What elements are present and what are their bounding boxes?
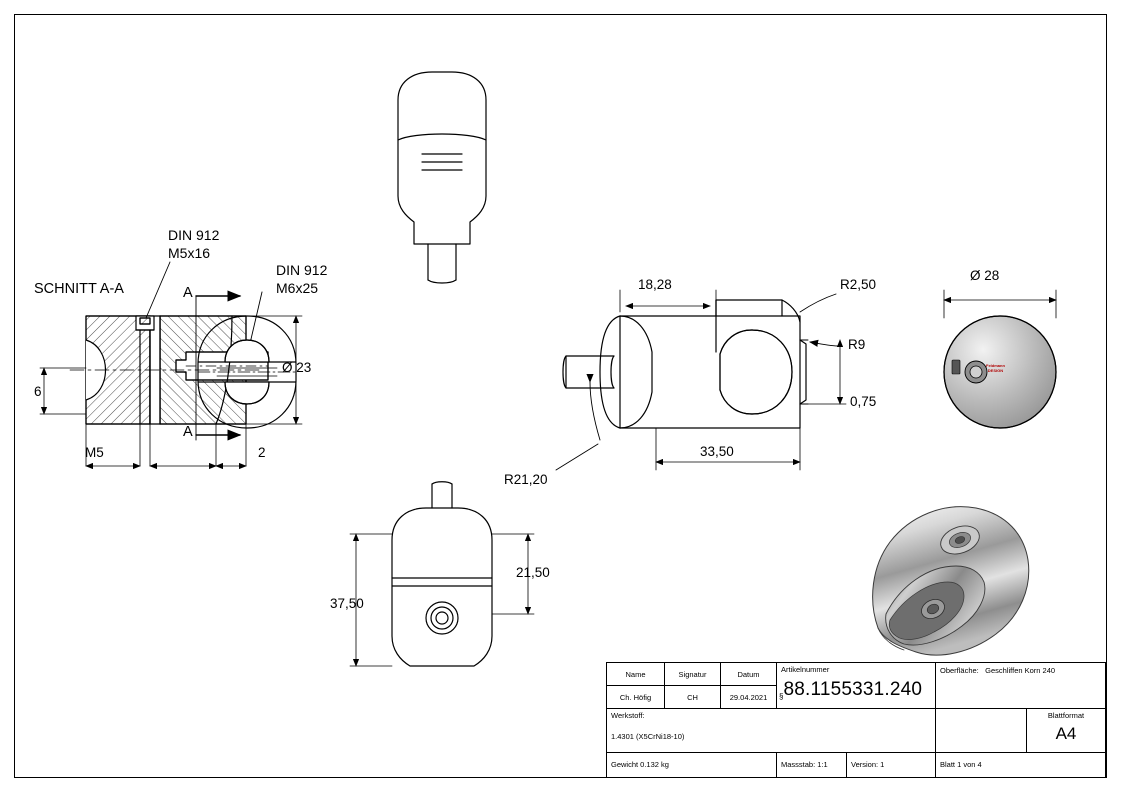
note-din912-m6-line2: M6x25 (276, 280, 319, 296)
note-din912-m6-line1: DIN 912 (276, 262, 328, 278)
tb-werkstoff-label: Werkstoff: (611, 711, 645, 720)
tb-blattformat-label: Blattformat (1047, 711, 1085, 720)
tb-version: Version: 1 (847, 753, 936, 777)
view-side (563, 300, 808, 428)
note-din912-m5-line2: M5x16 (168, 245, 211, 261)
dim-diameter-28: Ø 28 (970, 268, 1000, 283)
view-end-circle (944, 290, 1056, 428)
logo-line1: Feldmann (986, 363, 1005, 368)
dim-0-75: 0,75 (850, 394, 877, 409)
tb-header-name: Name (607, 663, 665, 686)
tb-blattformat-value: A4 (1055, 724, 1077, 743)
dim-r2-50: R2,50 (840, 277, 877, 292)
dim-33-50: 33,50 (700, 444, 734, 459)
dim-two: 2 (258, 445, 266, 460)
tb-value-signatur: CH (665, 686, 721, 709)
tb-werkstoff-value: 1.4301 (X5CrNi18-10) (611, 732, 685, 741)
dim-21-50: 21,50 (516, 565, 550, 580)
tb-header-artikelnummer: Artikelnummer (781, 665, 830, 674)
dim-six: 6 (34, 384, 42, 399)
isometric-render (873, 507, 1029, 655)
dim-m5: M5 (85, 445, 104, 460)
tb-blattformat-label-cell (936, 709, 1026, 753)
tb-werkstoff-block (607, 709, 936, 753)
tb-value-datum: 29.04.2021 (721, 686, 777, 709)
tb-gewicht: Gewicht 0.132 kg (607, 753, 777, 777)
tb-oberflaeche-label: Oberfläche: (940, 666, 979, 675)
tb-value-name: Ch. Höfig (607, 686, 665, 709)
logo-line2: DESIGN (987, 367, 1004, 373)
title-block (606, 662, 1106, 778)
dim-r9: R9 (848, 337, 866, 352)
tb-oberflaeche-value: Geschliffen Korn 240 (985, 666, 1056, 675)
tb-header-signatur: Signatur (665, 663, 721, 686)
view-front-lower (392, 482, 492, 666)
tb-massstab: Massstab: 1:1 (777, 753, 847, 777)
view-section-aa (70, 316, 268, 424)
dim-18-28: 18,28 (638, 277, 672, 292)
dims-side (556, 290, 846, 470)
tb-header-datum: Datum (721, 663, 777, 686)
section-mark-top: A (183, 285, 193, 301)
tb-oberflaeche-block (936, 663, 1105, 709)
note-din912-m5-line1: DIN 912 (168, 227, 220, 243)
dim-37-50: 37,50 (330, 596, 364, 611)
section-mark-bottom: A (183, 424, 193, 440)
dims-front-lower (350, 534, 534, 666)
view-top-outline (398, 72, 486, 283)
tb-artikelnummer-block (777, 663, 936, 709)
tb-blattformat-block (1026, 709, 1105, 753)
tb-artikelnummer: 88.1155331.240 (783, 679, 923, 700)
section-label: SCHNITT A-A (34, 281, 124, 297)
tb-blatt: Blatt 1 von 4 (940, 760, 982, 769)
logo-badge (986, 364, 1005, 373)
dim-r21-20: R21,20 (504, 472, 548, 487)
dim-diameter-23: Ø 23 (282, 360, 312, 375)
tb-artikelnummer-prefix: § (779, 692, 784, 701)
